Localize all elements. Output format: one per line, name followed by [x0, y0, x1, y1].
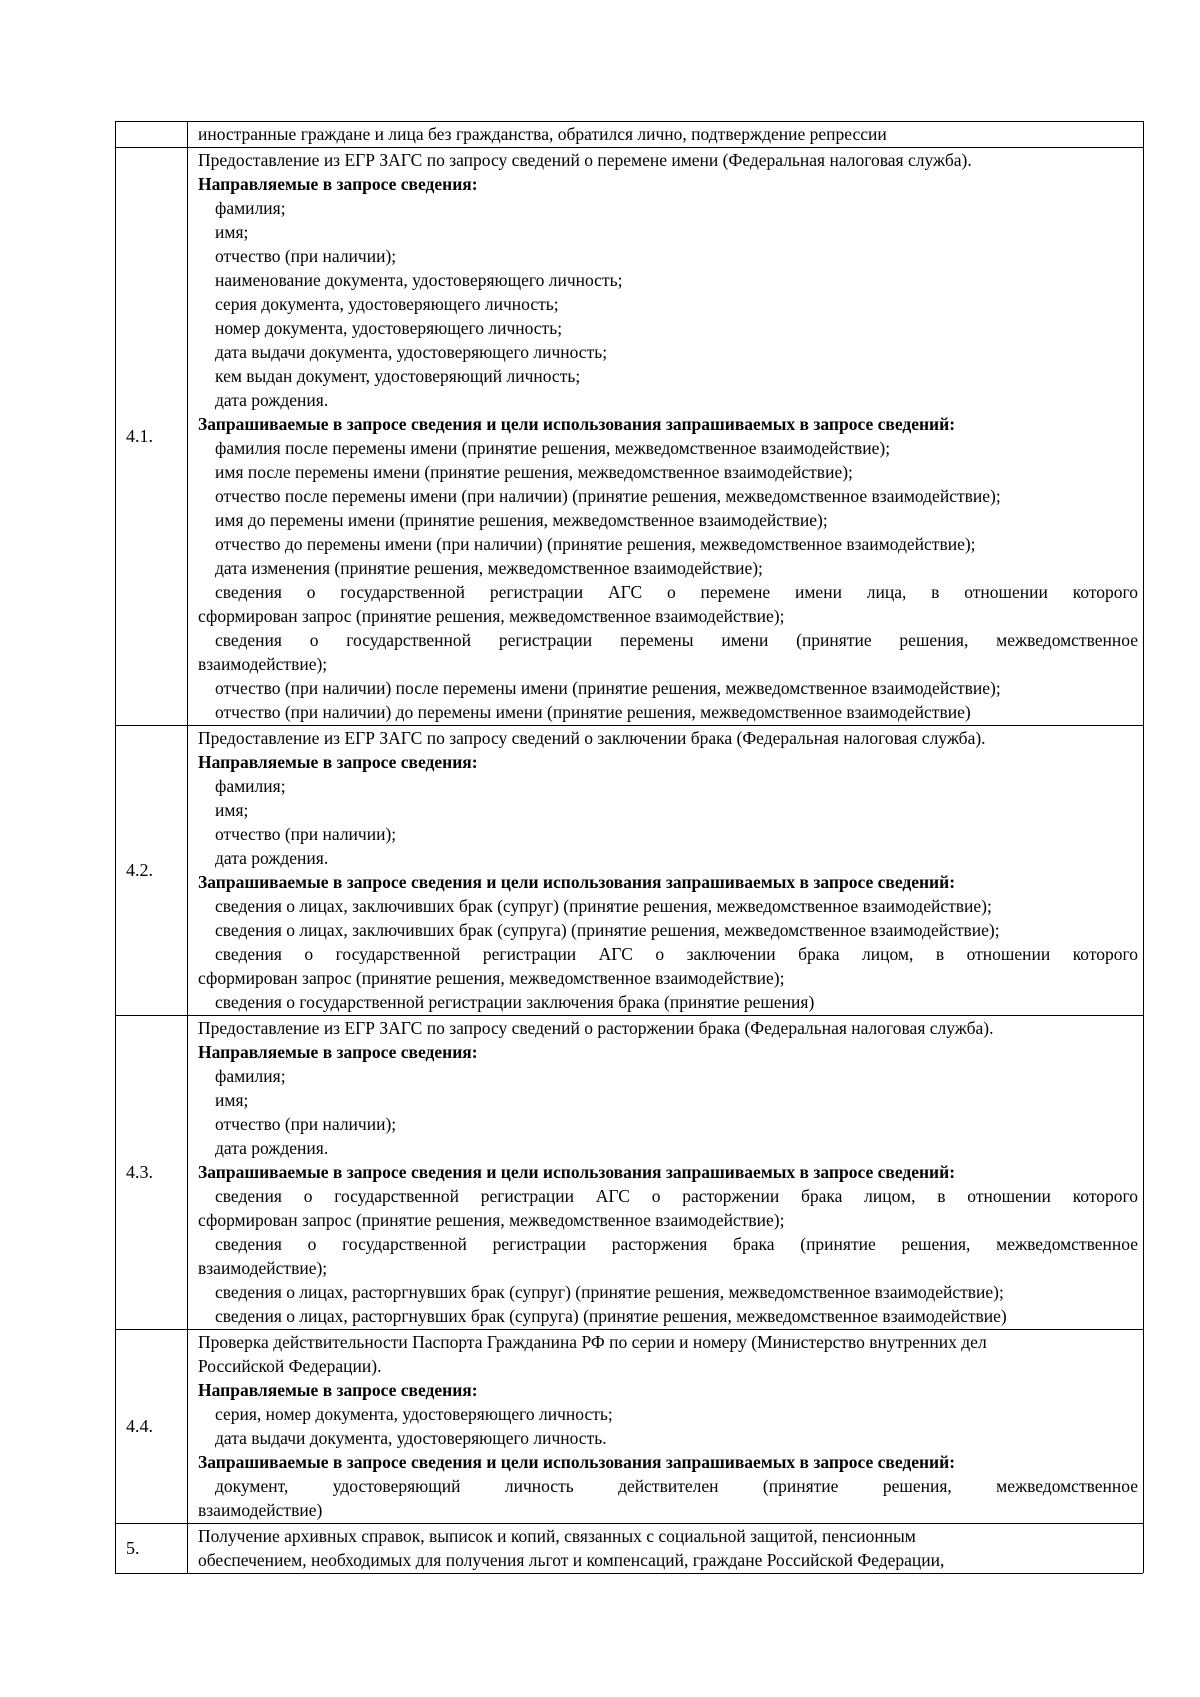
table-rule [115, 1573, 1143, 1574]
table-rule [115, 1523, 1143, 1524]
text-line: отчество (при наличии); [215, 246, 397, 266]
section-heading: Запрашиваемые в запросе сведения и цели использования запрашиваемых в запросе сведений: [198, 872, 956, 892]
text-line: кем выдан документ, удостоверяющий личность; [215, 366, 581, 386]
text-line: сведения о лицах, расторгнувших брак (супруга) (принятие решения, межведомственное взаимодействие) [215, 1306, 1007, 1326]
text-line: сведения о лицах, заключивших брак (супруга) (принятие решения, межведомственное взаимодействие); [215, 920, 1000, 940]
row-content [198, 1524, 1138, 1572]
text-line: отчество (при наличии); [215, 1114, 397, 1134]
text-line: взаимодействие); [198, 1258, 328, 1278]
table-rule [115, 147, 1143, 148]
text-line: дата рождения. [215, 390, 329, 410]
text-line: Российской Федерации). [198, 1356, 382, 1376]
text-line: отчество (при наличии) после перемены имени (принятие решения, межведомственное взаимодействие); [215, 678, 1001, 698]
section-heading: Направляемые в запросе сведения: [198, 752, 478, 772]
text-line: документ, удостоверяющий личность действителен (принятие решения, межведомственное [215, 1476, 1138, 1496]
text-line: отчество (при наличии); [215, 824, 397, 844]
text-line: сформирован запрос (принятие решения, межведомственное взаимодействие); [198, 1210, 785, 1230]
table-rule [115, 1015, 1143, 1016]
table-column-border [115, 121, 116, 1573]
table-column-border [1143, 121, 1144, 1573]
section-heading: Направляемые в запросе сведения: [198, 1380, 478, 1400]
text-line: сведения о государственной регистрации АГС о перемене имени лица, в отношении которого [215, 582, 1138, 602]
text-line: сформирован запрос (принятие решения, межведомственное взаимодействие); [198, 968, 785, 988]
text-line: Предоставление из ЕГР ЗАГС по запросу сведений о заключении брака (Федеральная налоговая служба). [198, 728, 986, 748]
text-line: обеспечением, необходимых для получения льгот и компенсаций, граждане Российской Федерации, [198, 1550, 945, 1570]
text-line: дата изменения (принятие решения, межведомственное взаимодействие); [215, 558, 763, 578]
text-line: Проверка действительности Паспорта Гражданина РФ по серии и номеру (Министерство внутренних дел [198, 1332, 987, 1352]
section-heading: Запрашиваемые в запросе сведения и цели использования запрашиваемых в запросе сведений: [198, 1162, 956, 1182]
text-line: дата рождения. [215, 848, 329, 868]
text-line: фамилия; [215, 198, 286, 218]
text-line: Получение архивных справок, выписок и копий, связанных с социальной защитой, пенсионным [198, 1526, 916, 1546]
table-column-border [187, 121, 188, 1573]
text-line: сведения о государственной регистрации АГС о расторжении брака лицом, в отношении которого [215, 1186, 1138, 1206]
section-heading: Запрашиваемые в запросе сведения и цели использования запрашиваемых в запросе сведений: [198, 1452, 956, 1472]
row-number: 4.2. [126, 860, 153, 880]
text-line: сформирован запрос (принятие решения, межведомственное взаимодействие); [198, 606, 785, 626]
text-line: Предоставление из ЕГР ЗАГС по запросу сведений о перемене имени (Федеральная налоговая служба). [198, 150, 972, 170]
text-line: имя; [215, 1090, 249, 1110]
text-line: фамилия; [215, 1066, 286, 1086]
text-line: имя после перемены имени (принятие решения, межведомственное взаимодействие); [215, 462, 853, 482]
table-rule [115, 121, 1143, 122]
text-line: сведения о государственной регистрации АГС о заключении брака лицом, в отношении которого [215, 944, 1138, 964]
text-line: сведения о государственной регистрации заключения брака (принятие решения) [215, 992, 815, 1012]
text-line: имя до перемены имени (принятие решения, межведомственное взаимодействие); [215, 510, 828, 530]
table-rule [115, 725, 1143, 726]
text-line: сведения о лицах, заключивших брак (супруг) (принятие решения, межведомственное взаимодействие); [215, 896, 992, 916]
text-line: серия, номер документа, удостоверяющего личность; [215, 1404, 613, 1424]
text-line: сведения о лицах, расторгнувших брак (супруг) (принятие решения, межведомственное взаимодействие); [215, 1282, 1004, 1302]
row-content [198, 1016, 1138, 1328]
row-content [198, 726, 1138, 1014]
text-line: иностранные граждане и лица без гражданства, обратился лично, подтверждение репрессии [198, 124, 887, 144]
text-line: имя; [215, 800, 249, 820]
table-rule [115, 1329, 1143, 1330]
text-line: отчество до перемены имени (при наличии) (принятие решения, межведомственное взаимодействие); [215, 534, 976, 554]
text-line: дата выдачи документа, удостоверяющего личность. [215, 1428, 607, 1448]
row-number: 4.3. [126, 1162, 153, 1182]
section-heading: Направляемые в запросе сведения: [198, 174, 478, 194]
text-line: наименование документа, удостоверяющего личность; [215, 270, 623, 290]
row-number: 4.1. [126, 426, 153, 446]
text-line: имя; [215, 222, 249, 242]
text-line: номер документа, удостоверяющего личность; [215, 318, 563, 338]
text-line: фамилия; [215, 776, 286, 796]
section-heading: Запрашиваемые в запросе сведения и цели использования запрашиваемых в запросе сведений: [198, 414, 956, 434]
row-number: 5. [126, 1538, 140, 1558]
text-line: отчество (при наличии) до перемены имени (принятие решения, межведомственное взаимодействие) [215, 702, 971, 722]
text-line: Предоставление из ЕГР ЗАГС по запросу сведений о расторжении брака (Федеральная налоговая служба). [198, 1018, 994, 1038]
row-content [198, 122, 1138, 146]
section-heading: Направляемые в запросе сведения: [198, 1042, 478, 1062]
text-line: сведения о государственной регистрации расторжения брака (принятие решения, межведомственное [215, 1234, 1138, 1254]
row-content [198, 148, 1138, 724]
text-line: отчество после перемены имени (при наличии) (принятие решения, межведомственное взаимодействие); [215, 486, 1001, 506]
text-line: дата выдачи документа, удостоверяющего личность; [215, 342, 608, 362]
text-line: взаимодействие) [198, 1500, 323, 1520]
row-number: 4.4. [126, 1416, 153, 1436]
text-line: фамилия после перемены имени (принятие решения, межведомственное взаимодействие); [215, 438, 891, 458]
text-line: дата рождения. [215, 1138, 329, 1158]
row-content [198, 1330, 1138, 1522]
text-line: сведения о государственной регистрации перемены имени (принятие решения, межведомственное [215, 630, 1138, 650]
text-line: серия документа, удостоверяющего личность; [215, 294, 559, 314]
text-line: взаимодействие); [198, 654, 328, 674]
